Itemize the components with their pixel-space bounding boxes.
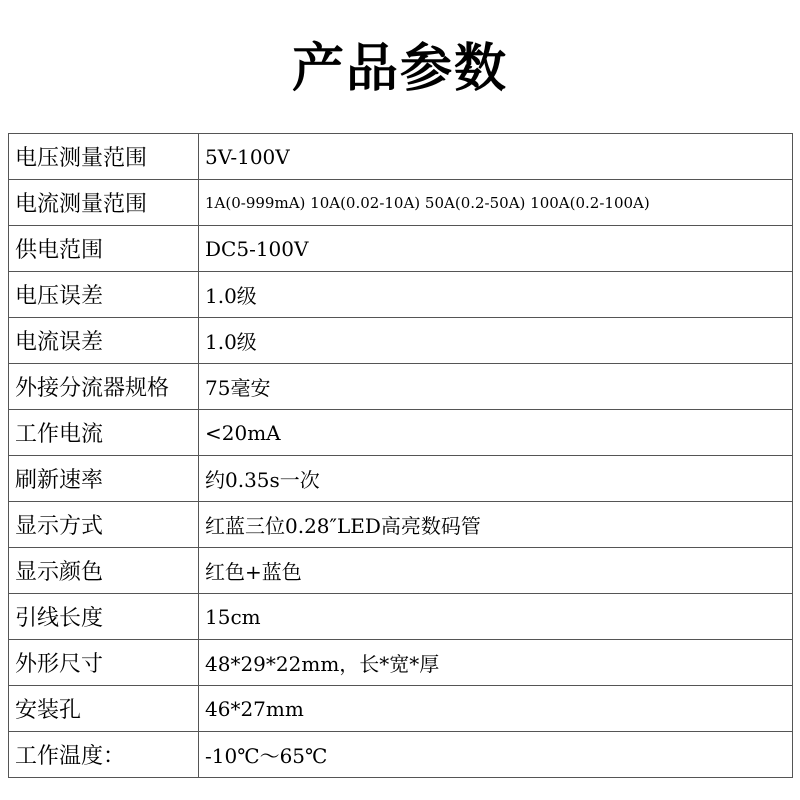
table-row (9, 410, 793, 456)
param-label: 电流误差 (9, 318, 199, 364)
table-row (9, 502, 793, 548)
table-row (9, 640, 793, 686)
param-label: 安装孔 (9, 686, 199, 732)
table-row (9, 134, 793, 180)
param-label: 电压测量范围 (9, 134, 199, 180)
table-row (9, 732, 793, 778)
param-label: 外形尺寸 (9, 640, 199, 686)
param-value: 红蓝三位0.28″LED高亮数码管 (199, 502, 793, 548)
table-row (9, 686, 793, 732)
table-row (9, 180, 793, 226)
table-row (9, 364, 793, 410)
param-value: <20mA (199, 410, 793, 456)
param-value: 46*27mm (199, 686, 793, 732)
param-label: 供电范围 (9, 226, 199, 272)
param-value: 1.0级 (199, 318, 793, 364)
param-value: -10℃～65℃ (199, 732, 793, 778)
param-value: DC5-100V (199, 226, 793, 272)
param-label: 工作温度： (9, 732, 199, 778)
table-row (9, 594, 793, 640)
param-label: 电压误差 (9, 272, 199, 318)
param-label: 电流测量范围 (9, 180, 199, 226)
param-label: 外接分流器规格 (9, 364, 199, 410)
param-value: 5V-100V (199, 134, 793, 180)
param-value: 1.0级 (199, 272, 793, 318)
table-row (9, 318, 793, 364)
table-row (9, 548, 793, 594)
param-value: 约0.35s一次 (199, 456, 793, 502)
param-label: 刷新速率 (9, 456, 199, 502)
param-label: 显示颜色 (9, 548, 199, 594)
table-row (9, 226, 793, 272)
param-value: 1A(0-999mA) 10A(0.02-10A) 50A(0.2-50A) 100A(0.2-100A) (199, 180, 793, 226)
param-label: 工作电流 (9, 410, 199, 456)
param-value: 75毫安 (199, 364, 793, 410)
spec-table (8, 133, 793, 778)
table-row (9, 456, 793, 502)
param-label: 引线长度 (9, 594, 199, 640)
page-title: 产品参数 (291, 39, 508, 99)
param-label: 显示方式 (9, 502, 199, 548)
table-row (9, 272, 793, 318)
param-value: 15cm (199, 594, 793, 640)
param-value: 48*29*22mm，长*宽*厚 (199, 640, 793, 686)
param-value: 红色+蓝色 (199, 548, 793, 594)
